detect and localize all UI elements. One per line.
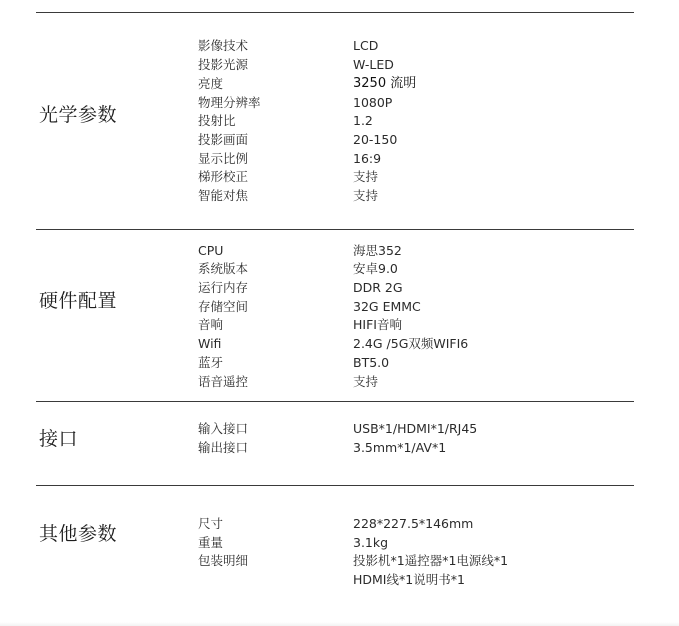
spec-value: 支持 <box>353 188 379 203</box>
spec-row <box>0 372 679 391</box>
divider-optical-hardware <box>36 229 634 230</box>
spec-label: 投射比 <box>198 113 236 128</box>
spec-value: W-LED <box>353 57 394 72</box>
section-title-hardware: 硬件配置 <box>39 290 118 312</box>
divider-hardware-interface <box>36 401 634 402</box>
spec-value: 支持 <box>353 169 379 184</box>
spec-row <box>0 259 679 278</box>
section-title-optical: 光学参数 <box>39 104 118 126</box>
spec-label: 包装明细 <box>198 553 249 568</box>
spec-value: 海思352 <box>353 243 402 258</box>
spec-value: 3.1kg <box>353 535 389 550</box>
spec-label: 蓝牙 <box>198 355 224 370</box>
spec-value: 支持 <box>353 374 379 389</box>
spec-label: CPU <box>198 243 224 258</box>
spec-value: 228*227.5*146mm <box>353 516 474 531</box>
spec-label: 智能对焦 <box>198 188 249 203</box>
spec-value: 3.5mm*1/AV*1 <box>353 440 447 455</box>
spec-label: 输入接口 <box>198 421 249 436</box>
spec-value: 安卓9.0 <box>353 261 398 276</box>
spec-label: 输出接口 <box>198 440 249 455</box>
spec-value: BT5.0 <box>353 355 390 370</box>
spec-label: 显示比例 <box>198 151 249 166</box>
spec-label: 投影光源 <box>198 57 249 72</box>
spec-row <box>0 130 679 149</box>
spec-label: 语音遥控 <box>198 374 249 389</box>
spec-row <box>0 241 679 260</box>
spec-row <box>0 74 679 93</box>
spec-value: 2.4G /5G双频WIFI6 <box>353 336 469 351</box>
spec-value: 1080P <box>353 95 393 110</box>
spec-value: HIFI音响 <box>353 317 402 332</box>
spec-label: 存储空间 <box>198 299 249 314</box>
section-title-interface: 接口 <box>39 428 79 450</box>
spec-label: 投影画面 <box>198 132 249 147</box>
spec-row <box>0 438 679 457</box>
divider-interface-other <box>36 485 634 486</box>
spec-value: 20-150 <box>353 132 398 147</box>
spec-label: 梯形校正 <box>198 169 249 184</box>
spec-row <box>0 93 679 112</box>
section-title-other: 其他参数 <box>39 523 118 545</box>
spec-row <box>0 570 679 589</box>
spec-label: 尺寸 <box>198 516 224 531</box>
spec-row <box>0 514 679 533</box>
bottom-edge <box>0 622 679 626</box>
spec-row <box>0 353 679 372</box>
spec-label: 亮度 <box>198 76 224 91</box>
spec-row <box>0 533 679 552</box>
spec-value: 1.2 <box>353 113 373 128</box>
spec-label: 音响 <box>198 317 224 332</box>
spec-row <box>0 419 679 438</box>
spec-value: 3250 流明 <box>353 76 417 91</box>
spec-label: 影像技术 <box>198 38 249 53</box>
divider-top <box>36 12 634 13</box>
spec-row <box>0 334 679 353</box>
spec-label: Wifi <box>198 336 222 351</box>
spec-value: HDMI线*1说明书*1 <box>353 572 465 587</box>
spec-value: 32G EMMC <box>353 299 421 314</box>
spec-value: LCD <box>353 38 379 53</box>
spec-label: 运行内存 <box>198 280 249 295</box>
spec-row <box>0 149 679 168</box>
spec-row <box>0 167 679 186</box>
spec-value: DDR 2G <box>353 280 403 295</box>
spec-label: 物理分辨率 <box>198 95 261 110</box>
spec-label: 系统版本 <box>198 261 249 276</box>
spec-row <box>0 297 679 316</box>
spec-value: 16:9 <box>353 151 382 166</box>
spec-row <box>0 315 679 334</box>
spec-row <box>0 551 679 570</box>
spec-row <box>0 186 679 205</box>
spec-value: 投影机*1遥控器*1电源线*1 <box>353 553 509 568</box>
spec-row <box>0 111 679 130</box>
spec-row <box>0 278 679 297</box>
spec-label: 重量 <box>198 535 224 550</box>
spec-row <box>0 55 679 74</box>
spec-row <box>0 36 679 55</box>
spec-value: USB*1/HDMI*1/RJ45 <box>353 421 478 436</box>
